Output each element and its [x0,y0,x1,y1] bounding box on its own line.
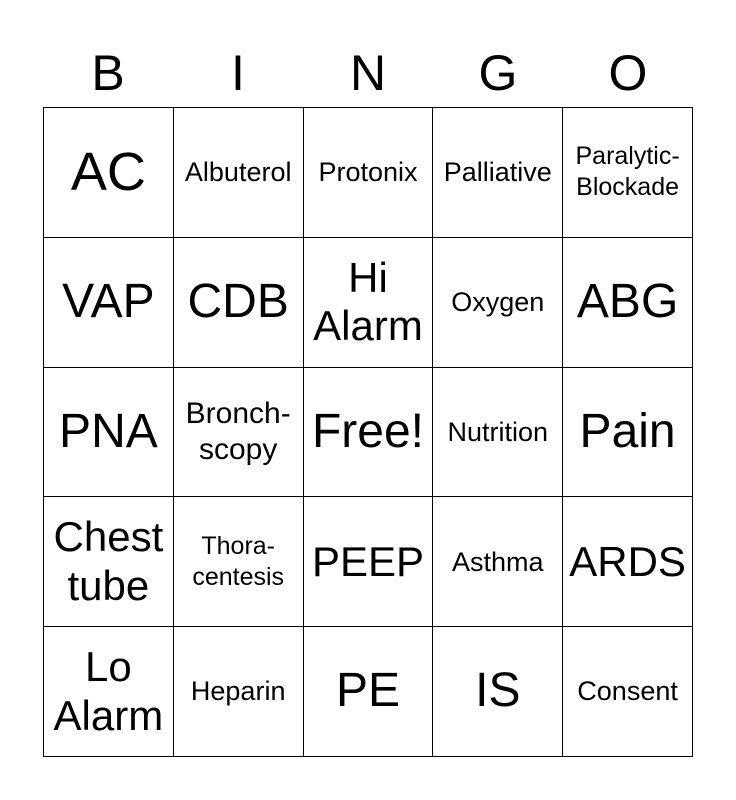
header-letter-i: I [231,45,245,101]
bingo-cell[interactable] [304,368,434,498]
cell-text: VAP [62,275,155,328]
cell-text: ARDS [569,537,686,585]
bingo-cell[interactable] [433,368,563,498]
bingo-board [43,107,693,757]
cell-text: Asthma [452,546,544,577]
header-letter-n: N [349,45,387,101]
cell-text: Hi Alarm [313,253,423,350]
cell-text: PE [335,664,400,718]
bingo-cell[interactable] [433,108,563,238]
cell-text: Lo Alarm [53,643,164,739]
bingo-cell[interactable] [433,627,563,757]
cell-text: Palliative [443,157,552,188]
header-letter-b: B [91,45,125,101]
bingo-cell[interactable] [563,238,693,368]
cell-text: PEEP [311,537,425,585]
bingo-cell[interactable] [563,497,693,627]
bingo-header [43,40,693,106]
bingo-cell[interactable] [433,497,563,627]
cell-text: IS [475,664,521,718]
cell-text: Paralytic- Blockade [575,142,680,202]
bingo-cell[interactable] [44,238,174,368]
cell-text: Free! [311,404,424,458]
bingo-cell[interactable] [174,368,304,498]
cell-text: Bronch- scopy [185,396,291,466]
bingo-cell[interactable] [304,238,434,368]
bingo-cell[interactable] [433,238,563,368]
cell-text: Chest tube [53,513,164,609]
bingo-cell[interactable] [174,497,304,627]
bingo-cell[interactable] [174,238,304,368]
bingo-cell[interactable] [44,368,174,498]
cell-text: Heparin [190,676,286,707]
cell-text: AC [70,142,146,203]
bingo-cell[interactable] [563,108,693,238]
cell-text: Oxygen [451,287,545,318]
cell-text: Protonix [318,157,418,188]
cell-text: Nutrition [447,416,549,447]
cell-text: Thora- centesis [192,531,285,591]
bingo-cell[interactable] [44,108,174,238]
bingo-cell[interactable] [304,497,434,627]
bingo-cell[interactable] [563,627,693,757]
header-letter-o: O [608,45,648,101]
bingo-cell[interactable] [304,627,434,757]
cell-text: Consent [577,676,678,707]
bingo-cell[interactable] [174,108,304,238]
cell-text: ABG [576,275,679,328]
cell-text: CDB [187,275,289,328]
bingo-cell[interactable] [304,108,434,238]
bingo-cell[interactable] [174,627,304,757]
bingo-cell[interactable] [44,627,174,757]
bingo-cell[interactable] [563,368,693,498]
bingo-cell[interactable] [44,497,174,627]
header-letter-g: G [478,45,518,101]
cell-text: Albuterol [184,157,292,188]
cell-text: PNA [59,404,158,458]
cell-text: Pain [579,404,676,458]
